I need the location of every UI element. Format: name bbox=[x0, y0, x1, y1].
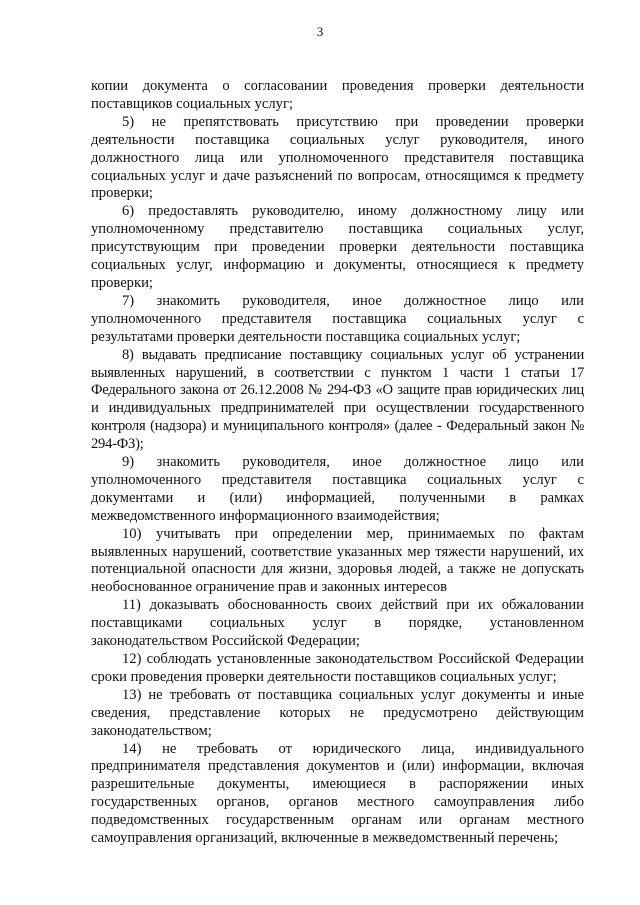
paragraph-item-10: 10) учитывать при определении мер, принимаемых по фактам выявленных нарушений, соответствие указанных мер тяжести нарушений, их потенциальной опасности для жизни, здоровья людей, а также не допускать необоснованное ограничение прав и законных интересов bbox=[91, 525, 584, 596]
paragraph-item-8: 8) выдавать предписание поставщику социальных услуг об устранении выявленных нарушений, в соответствии с пунктом 1 части 1 статьи 17 Федерального закона от 26.12.2008 № 294-ФЗ «О защите прав юридических лиц и индивидуальных предпринимателей при осуществлении государственного контроля (надзора) и муниципального контроля» (далее - Федеральный закон № 294-ФЗ); bbox=[91, 346, 584, 453]
paragraph-item-6: 6) предоставлять руководителю, иному должностному лицу или уполномоченному представителю поставщика социальных услуг, присутствующим при проведении проверки деятельности поставщика социальных услуг, информацию и документы, относящиеся к предмету проверки; bbox=[91, 203, 584, 291]
paragraph-item-13: 13) не требовать от поставщика социальных услуг документы и иные сведения, представление которых не предусмотрено действующим законодательством; bbox=[91, 686, 584, 739]
paragraph-item-9: 9) знакомить руководителя, иное должностное лицо или уполномоченного представителя поставщика социальных услуг с документами и (или) информацией, полученными в рамках межведомственного информационного взаимодействия; bbox=[91, 454, 584, 524]
paragraph-continuation: копии документа о согласовании проведения проверки деятельности поставщиков социальных услуг; bbox=[91, 78, 584, 112]
paragraph-item-11: 11) доказывать обоснованность своих действий при их обжаловании поставщиками социальных услуг в порядке, установленном законодательством Российской Федерации; bbox=[91, 597, 584, 650]
document-body bbox=[91, 78, 584, 848]
paragraph-item-7: 7) знакомить руководителя, иное должностное лицо или уполномоченного представителя поставщика социальных услуг с результатами проверки деятельности поставщика социальных услуг; bbox=[91, 292, 584, 345]
paragraph-item-14: 14) не требовать от юридического лица, индивидуального предпринимателя представления документов и (или) информации, включая разрешительные документы, имеющиеся в распоряжении иных государственных органов, органов местного самоуправления либо подведомственных государственным органам или органам местного самоуправления организаций, включенные в межведомственный перечень; bbox=[91, 740, 584, 847]
page-number: 3 bbox=[316, 24, 324, 39]
paragraph-item-12: 12) соблюдать установленные законодательством Российской Федерации сроки проведения проверки деятельности поставщиков социальных услуг; bbox=[91, 651, 584, 685]
paragraph-item-5: 5) не препятствовать присутствию при проведении проверки деятельности поставщика социальных услуг руководителя, иного должностного лица или уполномоченного представителя поставщика социальных услуг и даче разъяснений по вопросам, относящимся к предмету проверки; bbox=[91, 113, 584, 202]
